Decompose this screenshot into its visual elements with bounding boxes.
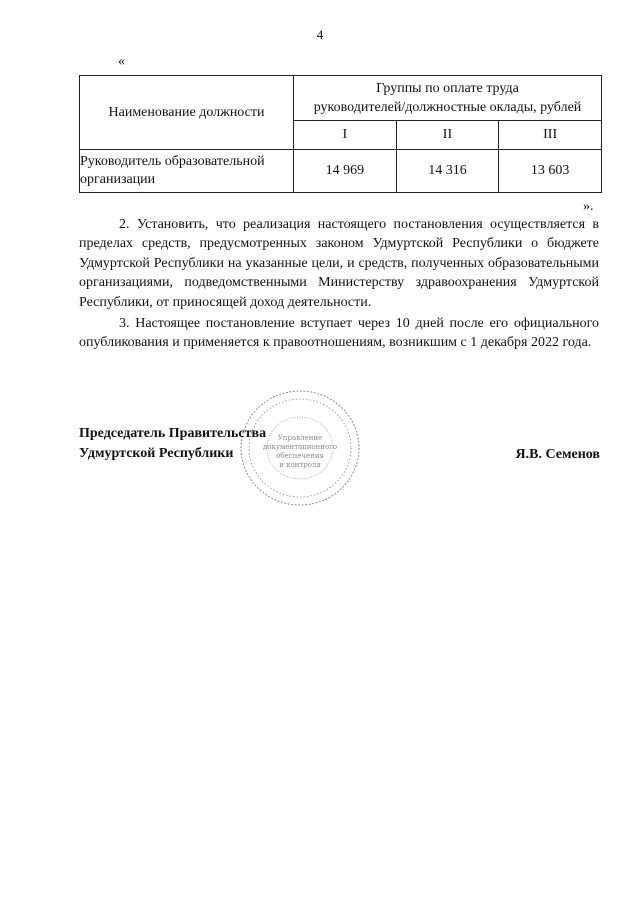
table-header-row: [80, 76, 602, 121]
decree-body: [79, 215, 599, 355]
seal-line-1: Управление: [277, 434, 323, 442]
seal-line-3: обеспечения: [276, 452, 324, 460]
salary-group-2: 14 316: [396, 150, 499, 193]
group-header-1: I: [294, 121, 397, 150]
signatory-position-line1: Председатель Правительства: [79, 426, 267, 441]
position-name-line2: организации: [80, 172, 156, 187]
seal-line-4: и контроля: [279, 461, 321, 469]
salary-group-3: 13 603: [499, 150, 602, 193]
group-header-2: II: [396, 121, 499, 150]
salary-group-1: 14 969: [294, 150, 397, 193]
closing-quote: ».: [583, 199, 594, 214]
signatory-position: [79, 424, 266, 464]
paragraph-3: 3. Настоящее постановление вступает через 10 дней после его официального опубликования и применяется к правоотношениям, возникшим с 1 декабря 2022 года.: [79, 316, 599, 351]
header-position-name: Наименование должности: [80, 76, 294, 150]
position-name-cell: [80, 150, 294, 193]
table-row: [80, 150, 602, 193]
seal-line-2: документационного: [262, 443, 338, 451]
opening-quote: «: [118, 54, 125, 69]
group-header-3: III: [499, 121, 602, 150]
salary-table: [79, 75, 602, 193]
header-groups-line2: руководителей/должностные оклады, рублей: [313, 100, 582, 115]
signatory-name: Я.В. Семенов: [515, 447, 600, 462]
header-groups-line1: Группы по оплате труда: [376, 81, 519, 96]
page-number: 4: [316, 27, 324, 42]
position-name-line1: Руководитель образовательной: [80, 154, 265, 169]
signatory-position-line2: Удмуртской Республики: [79, 446, 234, 461]
paragraph-2: 2. Установить, что реализация настоящего постановления осуществляется в пределах средств, предусмотренных законом Удмуртской Республики о бюджете Удмуртской Республики на указанные цели, и средств, полученных образовательными организациями, подведомственными Министерству здравоохранения Удмуртской Республики, от приносящей доход деятельности.: [79, 217, 599, 310]
header-salary-groups: [294, 76, 602, 121]
